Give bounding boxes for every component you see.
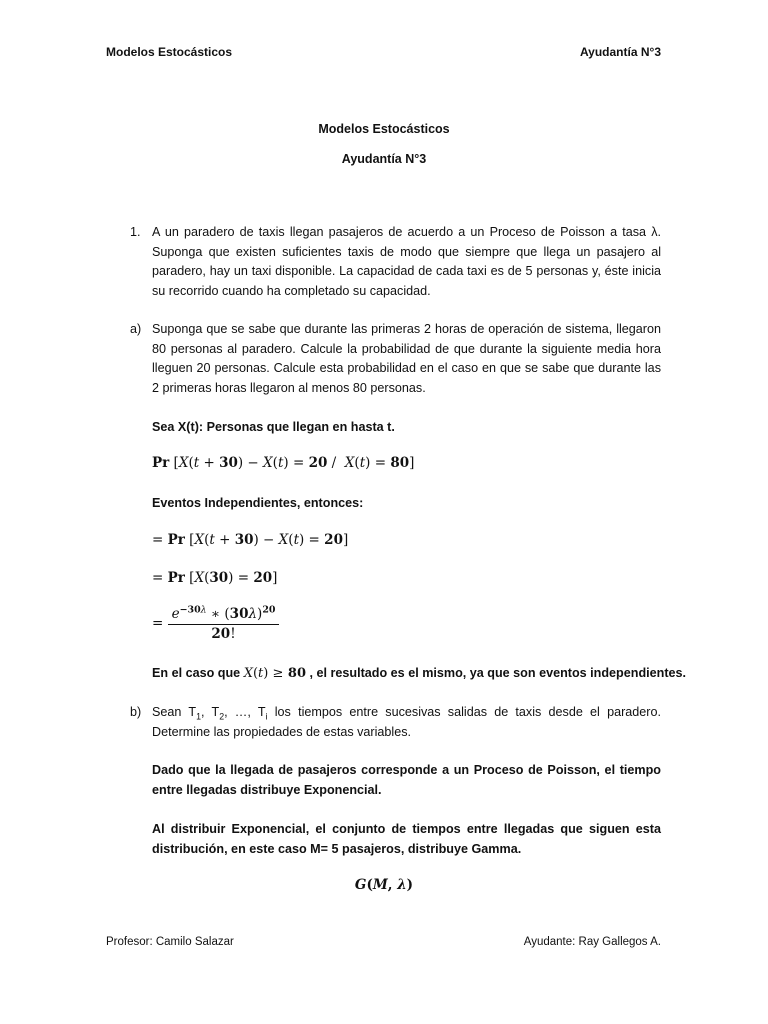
question-number: 1. bbox=[130, 225, 141, 239]
footer-left: Profesor: Camilo Salazar bbox=[106, 936, 234, 948]
definition-text: Sea X(t): Personas que llegan en hasta t. bbox=[152, 420, 395, 434]
case-text: En el caso que X(t) ≥ 80 , el resultado es el mismo, ya que son eventos independientes. bbox=[152, 666, 687, 681]
header-left: Modelos Estocásticos bbox=[106, 45, 233, 59]
part-b-label: b) bbox=[130, 705, 142, 719]
footer-right: Ayudante: Ray Gallegos A. bbox=[523, 936, 661, 948]
equation-1: Pr [X(t + 30) − X(t) = 20 / X(t) = 80] bbox=[152, 455, 415, 471]
part-b-text: Sean $T_1$, $T_2$, …, $T_i$ los tiempos entre sucesivas salidas de taxis desde el paradero. Determine las propiedades de estas variables. bbox=[152, 705, 661, 739]
equation-2: = Pr [X(t + 30) − X(t) = 20] bbox=[152, 532, 349, 548]
page-title: Modelos Estocásticos bbox=[318, 122, 450, 136]
part-a-text: Suponga que se sabe que durante las primeras 2 horas de operación de sistema, llegaron 80 personas al paradero. Calcule la probabilidad de que durante la siguiente media hora lleguen 20 personas. Calcule esta probabilidad en el caso en que se sabe que durante las 2 primeras horas llegaron al menos 80 personas. bbox=[152, 322, 661, 395]
poisson-explanation: Dado que la llegada de pasajeros corresponde a un Proceso de Poisson, el tiempo entre llegadas distribuye Exponencial. bbox=[152, 763, 661, 797]
part-a-label: a) bbox=[130, 322, 142, 336]
gamma-explanation: Al distribuir Exponencial, el conjunto de tiempos entre llegadas que siguen esta distribución, en este caso M= 5 pasajeros, distribuye Gamma. bbox=[152, 822, 661, 856]
equation-3: = Pr [X(30) = 20] bbox=[152, 570, 278, 586]
gamma-equation: G(M, λ) bbox=[354, 877, 414, 893]
equation-4: = $\frac{e^{-30\lambda} ∗ (30\lambda)^{20}}{20!}$ bbox=[152, 606, 279, 642]
page-subtitle: Ayudantía N°3 bbox=[341, 152, 427, 166]
header-right: Ayudantía N°3 bbox=[579, 45, 661, 59]
probability-fraction: $\frac{e^{-30\lambda} ∗ (30\lambda)^{20}}{20!}$ bbox=[168, 606, 280, 642]
independence-text: Eventos Independientes, entonces: bbox=[152, 496, 364, 510]
question-1-text: A un paradero de taxis llegan pasajeros de acuerdo a un Proceso de Poisson a tasa λ. Suponga que existen suficientes taxis de modo que siempre que llega un pasajero al paradero, hay un taxi disponible. La capacidad de cada taxi es de 5 personas y, éste inicia su recorrido cuando ha completado su capacidad. bbox=[152, 225, 661, 298]
